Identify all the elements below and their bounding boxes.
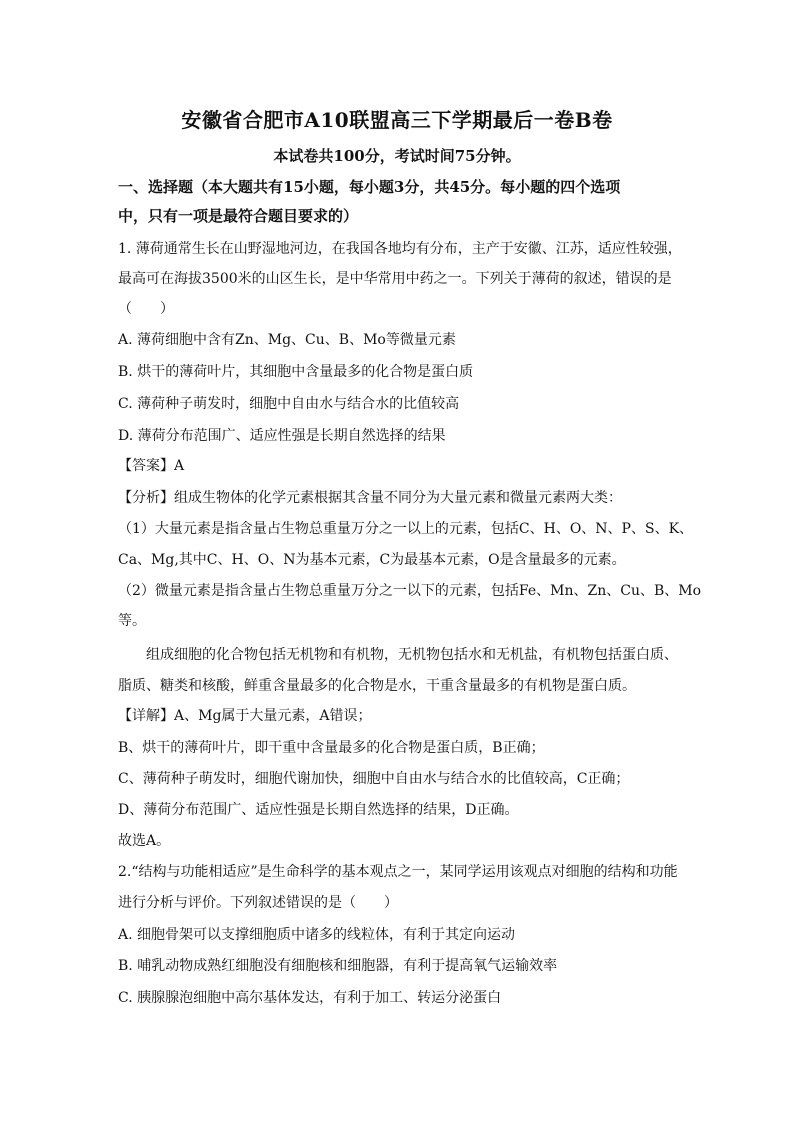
- q1-stem-line-3: （ ）: [118, 301, 174, 317]
- q1-stem-line-1: 1. 薄荷通常生长在山野湿地河边，在我国各地均有分布，主产于安徽、江苏，适应性较强，: [118, 241, 682, 257]
- q1-explanation-line-1: 【详解】A、Mg属于大量元素，A错误；: [118, 708, 372, 724]
- exam-info: 本试卷共100分，考试时间75分钟。: [273, 147, 521, 165]
- section-heading-line-2: 中，只有一项是最符合题目要求的）: [118, 207, 359, 225]
- q1-option-d: D. 薄荷分布范围广、适应性强是长期自然选择的结果: [118, 428, 446, 444]
- q1-analysis-line-2: （1）大量元素是指含量占生物总重量万分之一以上的元素，包括C、H、O、N、P、S、K、: [118, 521, 694, 537]
- q1-answer: 【答案】A: [118, 458, 185, 474]
- document-title: 安徽省合肥市A10联盟高三下学期最后一卷B卷: [181, 108, 613, 132]
- q1-analysis-line-7: 脂质、糖类和核酸，鲜重含量最多的化合物是水，干重含量最多的有机物是蛋白质。: [118, 678, 636, 694]
- section-heading-line-1: 一、选择题（本大题共有15小题，每小题3分，共45分。每小题的四个选项: [118, 178, 621, 196]
- q1-analysis-line-3: Ca、Mg,其中C、H、O、N为基本元素，C为最基本元素，O是含量最多的元素。: [118, 552, 626, 568]
- q1-analysis-line-1: 【分析】组成生物体的化学元素根据其含量不同分为大量元素和微量元素两大类：: [118, 490, 622, 506]
- q1-explanation-line-2: B、烘干的薄荷叶片，即干重中含量最多的化合物是蛋白质，B正确；: [118, 740, 545, 756]
- q2-stem-line-1: 2.“结构与功能相适应”是生命科学的基本观点之一，某同学运用该观点对细胞的结构和功能: [118, 864, 678, 880]
- q1-option-b: B. 烘干的薄荷叶片，其细胞中含量最多的化合物是蛋白质: [118, 364, 474, 380]
- q1-analysis-line-5: 等。: [118, 613, 146, 629]
- q1-explanation-line-4: D、薄荷分布范围广、适应性强是长期自然选择的结果，D正确。: [118, 802, 519, 818]
- q1-stem-line-2: 最高可在海拔3500米的山区生长，是中华常用中药之一。下列关于薄荷的叙述，错误的是: [118, 271, 672, 287]
- q1-explanation-line-3: C、薄荷种子萌发时，细胞代谢加快，细胞中自由水与结合水的比值较高，C正确；: [118, 771, 630, 787]
- q1-explanation-line-5: 故选A。: [118, 833, 171, 849]
- q2-option-c: C. 胰腺腺泡细胞中高尔基体发达，有利于加工、转运分泌蛋白: [118, 990, 502, 1006]
- q1-analysis-line-4: （2）微量元素是指含量占生物总重量万分之一以下的元素，包括Fe、Mn、Zn、Cu、B、Mo: [118, 583, 702, 599]
- q1-option-c: C. 薄荷种子萌发时，细胞中自由水与结合水的比值较高: [118, 396, 460, 412]
- q2-option-b: B. 哺乳动物成熟红细胞没有细胞核和细胞器，有利于提高氧气运输效率: [118, 958, 558, 974]
- q1-option-a: A. 薄荷细胞中含有Zn、Mg、Cu、B、Mo等微量元素: [118, 332, 456, 348]
- q1-analysis-line-6: 组成细胞的化合物包括无机物和有机物，无机物包括水和无机盐，有机物包括蛋白质、: [146, 647, 678, 663]
- q2-stem-line-2: 进行分析与评价。下列叙述错误的是（ ）: [118, 895, 398, 911]
- q2-option-a: A. 细胞骨架可以支撑细胞质中诸多的线粒体，有利于其定向运动: [118, 927, 516, 943]
